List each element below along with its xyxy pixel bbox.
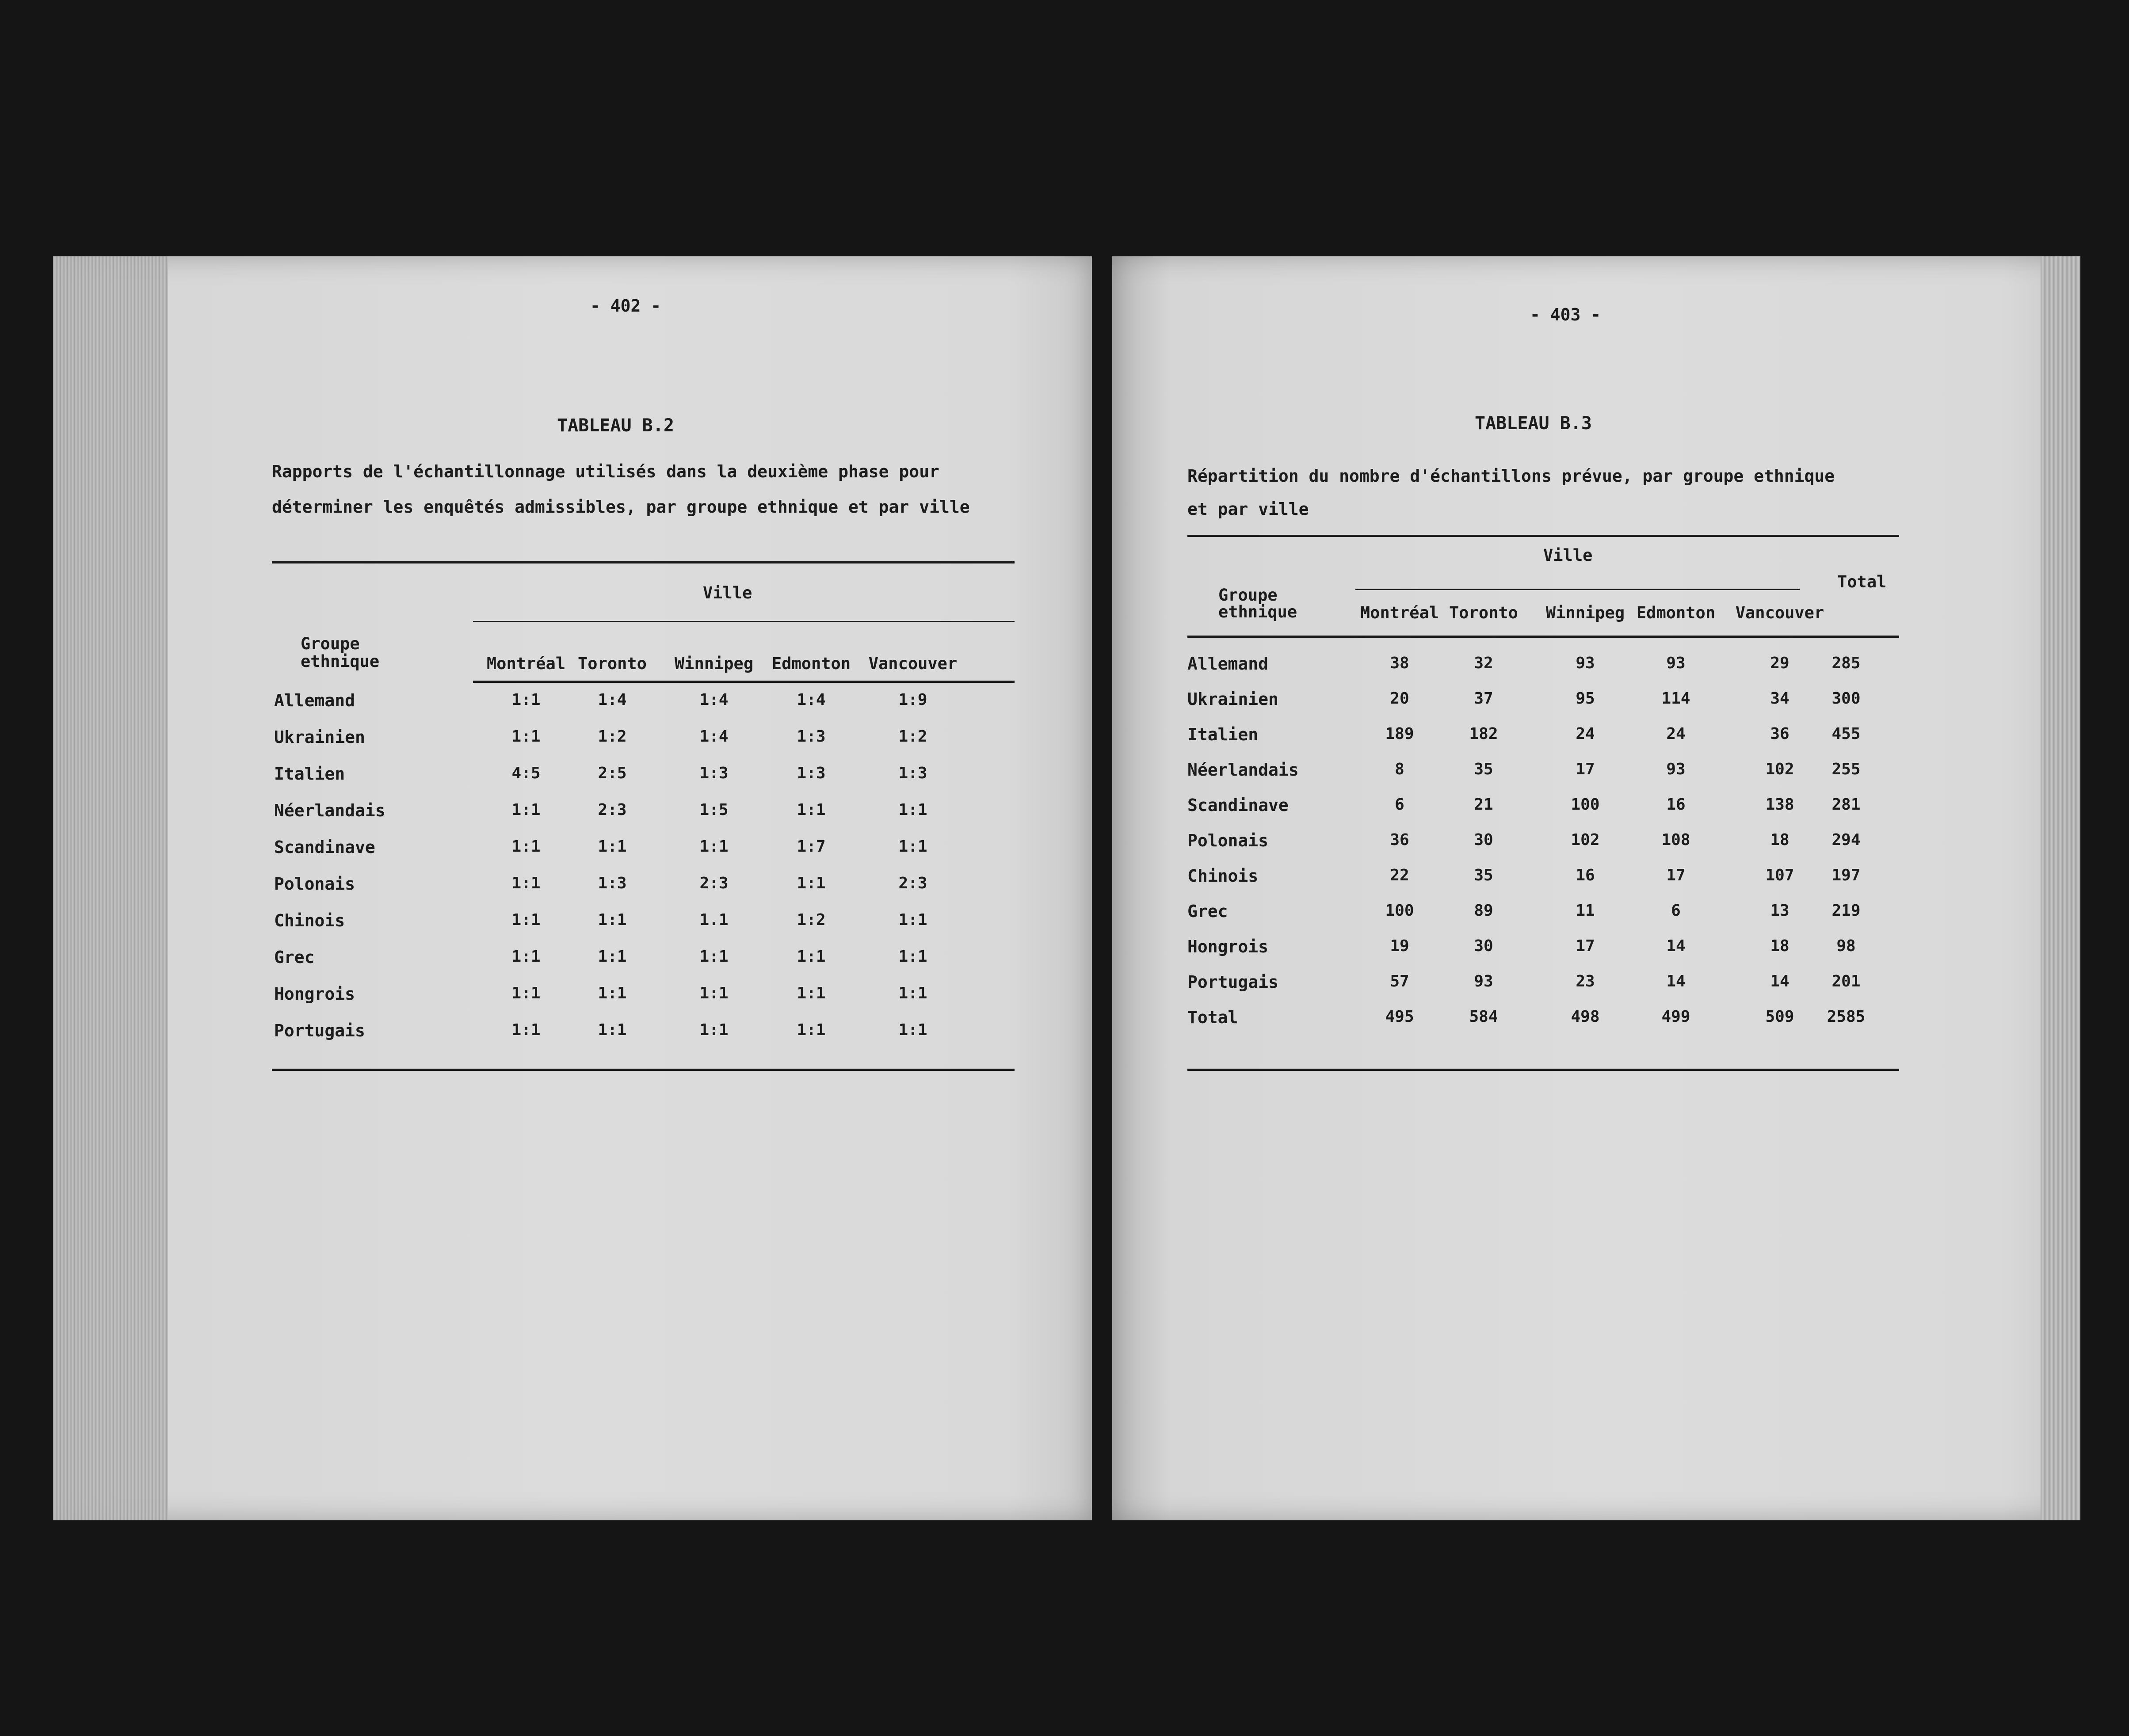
table-cell: 1:1 (898, 838, 927, 856)
left-page-edge (53, 256, 168, 1520)
table-bottom-rule (272, 1069, 1015, 1071)
table-cell: 1:3 (797, 727, 826, 746)
table-cell: 37 (1474, 689, 1493, 708)
table-cell: 93 (1474, 972, 1493, 990)
table-cell: 29 (1770, 654, 1789, 672)
row-total-cell: 197 (1831, 866, 1861, 884)
col-header-edmonton: Edmonton (1636, 603, 1716, 622)
table-cell: 14 (1770, 972, 1789, 990)
table-cell: 498 (1571, 1008, 1600, 1026)
row-label: Allemand (1187, 654, 1269, 674)
table-cell: 89 (1474, 902, 1493, 920)
table-cell: 17 (1666, 866, 1686, 884)
row-label: Scandinave (1187, 796, 1289, 815)
table-cell: 16 (1576, 866, 1595, 884)
col-header-montreal: Montréal (1360, 603, 1439, 622)
table-caption-line-2: et par ville (1187, 499, 1309, 519)
table-cell: 93 (1666, 654, 1686, 672)
row-label: Grec (1187, 902, 1228, 921)
table-cell: 24 (1576, 725, 1595, 743)
col-header-edmonton: Edmonton (771, 654, 851, 673)
table-cell: 102 (1765, 760, 1794, 778)
col-header-toronto: Toronto (1449, 603, 1518, 622)
left-page (53, 256, 1092, 1520)
row-total-cell: 201 (1831, 972, 1861, 990)
row-total-cell: 281 (1831, 796, 1861, 814)
table-cell: 1:1 (511, 874, 541, 892)
page-number: - 403 - (1530, 305, 1601, 324)
table-cell: 100 (1385, 902, 1414, 920)
row-total-cell: 300 (1831, 689, 1861, 708)
table-cell: 1:3 (699, 764, 729, 782)
table-cell: 2:3 (699, 874, 729, 892)
table-cell: 22 (1390, 866, 1409, 884)
table-cell: 93 (1666, 760, 1686, 778)
table-cell: 32 (1474, 654, 1493, 672)
table-cell: 1:7 (797, 838, 826, 856)
table-cell: 1:1 (898, 911, 927, 929)
table-cell: 36 (1390, 831, 1409, 849)
table-cell: 18 (1770, 831, 1789, 849)
header-bottom-rule (1187, 636, 1899, 638)
table-cell: 1:3 (797, 764, 826, 782)
table-cell: 1.1 (699, 911, 729, 929)
table-cell: 1:4 (699, 727, 729, 746)
table-caption-line-1: Rapports de l'échantillonnage utilisés dans la deuxième phase pour (272, 462, 939, 481)
table-cell: 138 (1765, 796, 1794, 814)
table-cell: 1:1 (797, 948, 826, 966)
table-cell: 1:1 (511, 984, 541, 1002)
table-cell: 20 (1390, 689, 1409, 708)
table-cell: 38 (1390, 654, 1409, 672)
table-cell: 30 (1474, 937, 1493, 955)
col-header-winnipeg: Winnipeg (1545, 603, 1625, 622)
table-caption-line-1: Répartition du nombre d'échantillons prévue, par groupe ethnique (1187, 466, 1835, 486)
table-cell: 182 (1469, 725, 1498, 743)
table-cell: 14 (1666, 972, 1686, 990)
right-page-edge (2041, 256, 2080, 1520)
table-cell: 1:1 (511, 1021, 541, 1039)
table-top-rule (272, 561, 1015, 563)
table-cell: 1:1 (898, 801, 927, 819)
table-cell: 18 (1770, 937, 1789, 955)
row-total-cell: 294 (1831, 831, 1861, 849)
table-cell: 1:1 (797, 801, 826, 819)
table-cell: 93 (1576, 654, 1595, 672)
table-cell: 6 (1395, 796, 1404, 814)
table-cell: 1:4 (598, 691, 627, 709)
table-cell: 8 (1395, 760, 1404, 778)
table-cell: 1:1 (797, 1021, 826, 1039)
table-cell: 24 (1666, 725, 1686, 743)
row-total-cell: 98 (1836, 937, 1856, 955)
table-cell: 114 (1661, 689, 1690, 708)
row-label: Polonais (274, 874, 355, 894)
table-cell: 16 (1666, 796, 1686, 814)
row-label: Chinois (1187, 866, 1259, 886)
row-label: Ukrainien (274, 727, 365, 747)
table-cell: 1:1 (511, 727, 541, 746)
table-cell: 1:1 (699, 984, 729, 1002)
table-cell: 1:2 (797, 911, 826, 929)
table-cell: 4:5 (511, 764, 541, 782)
row-label: Polonais (1187, 831, 1269, 850)
table-cell: 1:1 (797, 984, 826, 1002)
row-total-cell: 285 (1831, 654, 1861, 672)
table-cell: 189 (1385, 725, 1414, 743)
table-cell: 1:5 (699, 801, 729, 819)
table-cell: 1:3 (898, 764, 927, 782)
table-title: TABLEAU B.3 (1475, 413, 1592, 434)
group-header-line-1: Groupe (301, 634, 360, 653)
header-bottom-rule (473, 681, 1015, 683)
table-cell: 1:1 (699, 838, 729, 856)
col-header-vancouver: Vancouver (1735, 603, 1824, 622)
table-cell: 1:1 (898, 1021, 927, 1039)
table-cell: 1:2 (898, 727, 927, 746)
row-label: Hongrois (1187, 937, 1269, 956)
table-cell: 30 (1474, 831, 1493, 849)
row-label: Grec (274, 948, 315, 967)
table-cell: 2:5 (598, 764, 627, 782)
table-cell: 1:9 (898, 691, 927, 709)
table-cell: 1:4 (797, 691, 826, 709)
table-cell: 1:1 (511, 691, 541, 709)
table-cell: 495 (1385, 1008, 1414, 1026)
row-total-cell: 455 (1831, 725, 1861, 743)
table-cell: 14 (1666, 937, 1686, 955)
row-label: Ukrainien (1187, 689, 1278, 709)
table-cell: 17 (1576, 760, 1595, 778)
row-label: Hongrois (274, 984, 355, 1004)
table-caption-line-2: déterminer les enquêtés admissibles, par groupe ethnique et par ville (272, 497, 970, 517)
table-cell: 1:1 (598, 911, 627, 929)
table-cell: 2:3 (898, 874, 927, 892)
table-cell: 35 (1474, 760, 1493, 778)
col-header-winnipeg: Winnipeg (674, 654, 754, 673)
table-cell: 23 (1576, 972, 1595, 990)
table-cell: 36 (1770, 725, 1789, 743)
table-cell: 11 (1576, 902, 1595, 920)
table-cell: 108 (1661, 831, 1690, 849)
row-label: Chinois (274, 911, 345, 930)
table-cell: 1:1 (699, 1021, 729, 1039)
group-header-line-2: ethnique (301, 652, 380, 671)
table-cell: 6 (1671, 902, 1681, 920)
spanner-header: Ville (703, 583, 752, 602)
row-label: Néerlandais (1187, 760, 1299, 780)
spanner-rule (1355, 589, 1800, 590)
table-cell: 17 (1576, 937, 1595, 955)
right-page (1112, 256, 2080, 1520)
table-cell: 1:4 (699, 691, 729, 709)
table-cell: 1:1 (598, 1021, 627, 1039)
table-cell: 1:1 (598, 984, 627, 1002)
col-header-toronto: Toronto (578, 654, 647, 673)
table-cell: 19 (1390, 937, 1409, 955)
spanner-rule (473, 621, 1015, 622)
row-label: Scandinave (274, 838, 375, 857)
row-label: Total (1187, 1008, 1238, 1027)
row-label: Italien (1187, 725, 1259, 744)
table-cell: 1:3 (598, 874, 627, 892)
table-cell: 21 (1474, 796, 1493, 814)
row-label: Allemand (274, 691, 355, 710)
table-cell: 57 (1390, 972, 1409, 990)
table-cell: 1:1 (511, 801, 541, 819)
table-top-rule (1187, 535, 1899, 537)
total-header: Total (1837, 572, 1887, 591)
table-cell: 509 (1765, 1008, 1794, 1026)
group-header-line-1: Groupe (1218, 586, 1278, 605)
row-total-cell: 255 (1831, 760, 1861, 778)
table-cell: 1:1 (511, 948, 541, 966)
table-cell: 1:1 (898, 984, 927, 1002)
col-header-montreal: Montréal (486, 654, 566, 673)
col-header-vancouver: Vancouver (868, 654, 958, 673)
table-cell: 584 (1469, 1008, 1498, 1026)
page-number: - 402 - (590, 296, 661, 316)
table-cell: 34 (1770, 689, 1789, 708)
table-cell: 35 (1474, 866, 1493, 884)
row-label: Néerlandais (274, 801, 385, 820)
table-cell: 1:1 (511, 911, 541, 929)
table-bottom-rule (1187, 1069, 1899, 1071)
row-total-cell: 2585 (1827, 1008, 1866, 1026)
spanner-header: Ville (1543, 546, 1593, 565)
table-cell: 13 (1770, 902, 1789, 920)
row-label: Portugais (1187, 972, 1278, 992)
table-cell: 107 (1765, 866, 1794, 884)
table-cell: 499 (1661, 1008, 1690, 1026)
table-cell: 102 (1571, 831, 1600, 849)
row-label: Portugais (274, 1021, 365, 1040)
row-label: Italien (274, 764, 345, 784)
table-cell: 1:1 (598, 838, 627, 856)
row-total-cell: 219 (1831, 902, 1861, 920)
table-cell: 2:3 (598, 801, 627, 819)
table-cell: 100 (1571, 796, 1600, 814)
table-cell: 95 (1576, 689, 1595, 708)
table-title: TABLEAU B.2 (557, 415, 674, 436)
group-header-line-2: ethnique (1218, 602, 1297, 621)
table-cell: 1:2 (598, 727, 627, 746)
table-cell: 1:1 (699, 948, 729, 966)
table-cell: 1:1 (511, 838, 541, 856)
table-cell: 1:1 (598, 948, 627, 966)
table-cell: 1:1 (898, 948, 927, 966)
table-cell: 1:1 (797, 874, 826, 892)
